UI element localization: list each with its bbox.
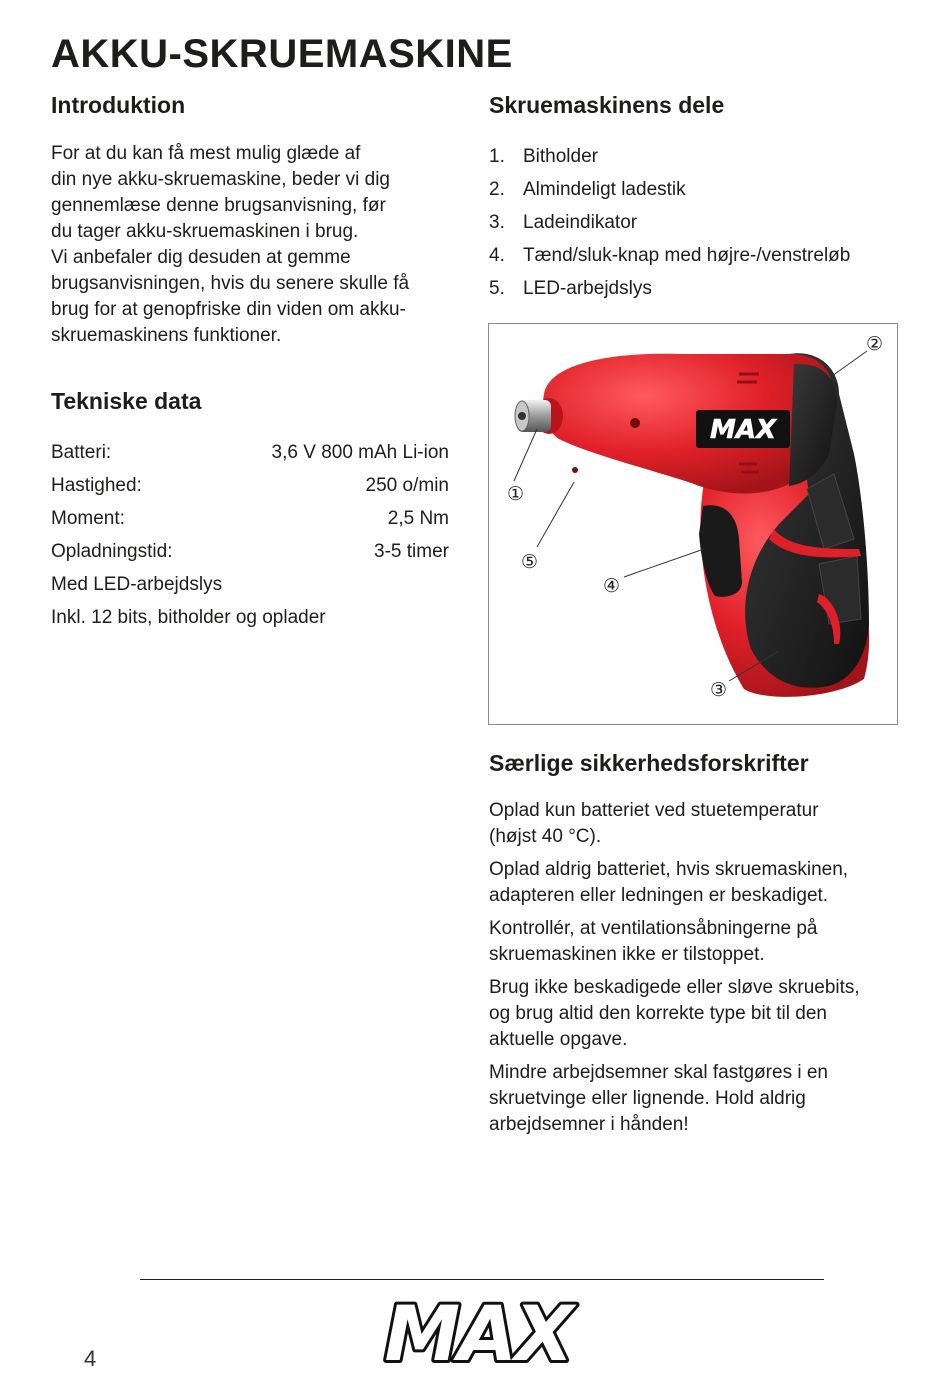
spec-label: Opladningstid: <box>51 541 173 562</box>
item-number: 1. <box>489 146 505 167</box>
callout-3: ③ <box>710 679 728 701</box>
list-item <box>489 206 899 239</box>
parts-heading: Skruemaskinens dele <box>489 92 725 118</box>
intro-line: skruemaskinens funktioner. <box>51 325 282 346</box>
screwdriver-illustration <box>489 324 899 726</box>
item-label: LED-arbejdslys <box>523 278 652 299</box>
technical-specs <box>51 436 449 634</box>
item-label: Ladeindikator <box>523 212 638 233</box>
item-number: 4. <box>489 245 505 266</box>
spec-label: Moment: <box>51 508 125 529</box>
intro-line: din nye akku-skruemaskine, beder vi dig <box>51 169 391 190</box>
callout-4: ④ <box>603 575 621 597</box>
spec-row <box>51 535 449 568</box>
spec-row <box>51 469 449 502</box>
safety-line: skruetvinge eller lignende. Hold aldrig <box>489 1088 806 1109</box>
safety-paragraph <box>489 798 899 850</box>
technical-heading: Tekniske data <box>51 388 202 414</box>
spec-value: 3,6 V 800 mAh Li-ion <box>271 442 449 463</box>
safety-line: Oplad kun batteriet ved stuetemperatur <box>489 800 819 821</box>
item-number: 2. <box>489 179 505 200</box>
list-item <box>489 140 899 173</box>
safety-line: Mindre arbejdsemner skal fastgøres i en <box>489 1062 828 1083</box>
page-number: 4 <box>84 1346 97 1371</box>
leader-line-5 <box>537 482 574 547</box>
intro-text <box>51 141 449 349</box>
safety-section <box>489 798 899 1145</box>
safety-line: Kontrollér, at ventilationsåbningerne på <box>489 918 818 939</box>
page-title: AKKU-SKRUEMASKINE <box>51 32 513 76</box>
footer-divider <box>140 1279 824 1280</box>
safety-paragraph <box>489 1060 899 1138</box>
intro-line: brugsanvisningen, hvis du senere skulle få <box>51 273 410 294</box>
list-item <box>489 239 899 272</box>
spec-extra-line: Inkl. 12 bits, bitholder og oplader <box>51 607 326 628</box>
safety-line: og brug altid den korrekte type bit til den <box>489 1003 827 1024</box>
intro-line: gennemlæse denne brugsanvisning, før <box>51 195 386 216</box>
spec-value: 2,5 Nm <box>387 508 449 529</box>
item-label: Tænd/sluk-knap med højre-/venstreløb <box>523 245 851 266</box>
spec-row <box>51 502 449 535</box>
callout-1: ① <box>507 483 525 505</box>
body-logo-text: MAX <box>709 415 777 445</box>
safety-line: (højst 40 °C). <box>489 826 602 847</box>
intro-line: Vi anbefaler dig desuden at gemme <box>51 247 351 268</box>
parts-list <box>489 140 899 305</box>
spec-label: Batteri: <box>51 442 112 463</box>
spec-label: Hastighed: <box>51 475 142 496</box>
safety-heading: Særlige sikkerhedsforskrifter <box>489 750 809 776</box>
max-logo <box>358 1292 598 1372</box>
spec-row <box>51 436 449 469</box>
list-item <box>489 272 899 305</box>
safety-line: Brug ikke beskadigede eller sløve skruebits, <box>489 977 860 998</box>
safety-line: aktuelle opgave. <box>489 1029 628 1050</box>
product-figure <box>488 323 898 725</box>
item-label: Bitholder <box>523 146 598 167</box>
safety-paragraph <box>489 916 899 968</box>
leader-line-2 <box>832 351 867 376</box>
callout-5: ⑤ <box>521 551 539 573</box>
safety-line: skruemaskinen ikke er tilstoppet. <box>489 944 765 965</box>
footer-logo-text: MAX <box>384 1292 572 1372</box>
safety-line: adapteren eller ledningen er beskadiget. <box>489 885 829 906</box>
safety-paragraph <box>489 857 899 909</box>
spec-value: 250 o/min <box>365 475 449 496</box>
intro-line: du tager akku-skruemaskinen i brug. <box>51 221 359 242</box>
leader-line-4 <box>624 549 704 577</box>
intro-line: brug for at genopfriske din viden om akku- <box>51 299 406 320</box>
spec-value: 3-5 timer <box>374 541 449 562</box>
safety-paragraph <box>489 975 899 1053</box>
safety-line: Oplad aldrig batteriet, hvis skruemaskinen, <box>489 859 849 880</box>
intro-line: For at du kan få mest mulig glæde af <box>51 143 361 164</box>
item-number: 5. <box>489 278 505 299</box>
item-number: 3. <box>489 212 505 233</box>
list-item <box>489 173 899 206</box>
intro-heading: Introduktion <box>51 92 186 118</box>
callout-2: ② <box>866 333 884 355</box>
spec-extra-line: Med LED-arbejdslys <box>51 574 223 595</box>
safety-line: arbejdsemner i hånden! <box>489 1114 689 1135</box>
item-label: Almindeligt ladestik <box>523 179 686 200</box>
leader-line-1 <box>514 429 537 481</box>
